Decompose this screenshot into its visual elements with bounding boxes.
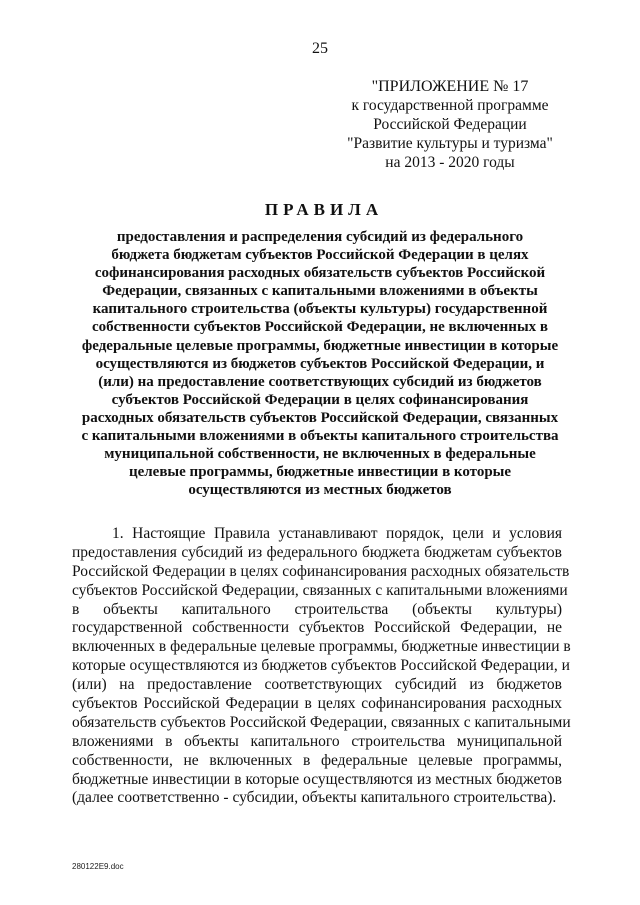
page-number: 25 xyxy=(312,40,328,57)
subtitle-line: осуществляются из местных бюджетов xyxy=(188,482,452,499)
paragraph-line: в объекты капитального строительства (объекты культуры) xyxy=(72,600,562,618)
subtitle-line: субъектов Российской Федерации в целях софинансирования xyxy=(111,391,529,408)
subtitle-line: федеральные целевые программы, бюджетные инвестиции в которые xyxy=(81,337,559,354)
paragraph-line: (далее соответственно - субсидии, объекты капитального строительства). xyxy=(72,789,557,807)
subtitle-line: предоставления и распределения субсидий из федерального xyxy=(116,229,524,245)
appendix-header xyxy=(330,77,570,172)
paragraph-line: Российской Федерации в целях софинансирования расходных обязательств xyxy=(72,562,570,580)
subtitle-line: собственности субъектов Российской Федерации, не включенных в xyxy=(91,319,549,336)
paragraph-1 xyxy=(72,525,571,808)
subtitle-line: расходных обязательств субъектов Российской Федерации, связанных xyxy=(81,409,559,426)
paragraph-line: вложениями в объекты капитального строительства муниципальной xyxy=(72,732,562,750)
paragraph-line: субъектов Российской Федерации в целях софинансирования расходных xyxy=(72,695,562,713)
paragraph-line: включенных в федеральные целевые программы, бюджетные инвестиции в xyxy=(72,638,571,656)
appendix-line: "ПРИЛОЖЕНИЕ № 17 xyxy=(371,78,529,95)
subtitle-line: муниципальной собственности, не включенных в федеральные xyxy=(104,446,536,463)
appendix-line: "Развитие культуры и туризма" xyxy=(347,135,553,152)
paragraph-line: собственности, не включенных в федеральные целевые программы, xyxy=(72,751,562,769)
appendix-line: к государственной программе xyxy=(351,97,549,114)
subtitle-line: (или) на предоставление соответствующих субсидий из бюджетов xyxy=(98,373,542,390)
subtitle-line: бюджета бюджетам субъектов Российской Федерации в целях xyxy=(111,247,529,264)
paragraph-line: субъектов Российской Федерации, связанных с капитальными вложениями xyxy=(72,581,568,599)
paragraph-line: предоставления субсидий из федерального бюджета бюджетам субъектов xyxy=(72,543,562,561)
document-subtitle xyxy=(60,228,580,499)
subtitle-line: софинансирования расходных обязательств субъектов Российской xyxy=(94,265,546,282)
subtitle-line: целевые программы, бюджетные инвестиции в которые xyxy=(128,464,512,481)
subtitle-line: осуществляются из бюджетов субъектов Российской Федерации, и xyxy=(95,355,545,372)
appendix-line: на 2013 - 2020 годы xyxy=(385,154,515,171)
document-title: ПРАВИЛА xyxy=(264,200,384,219)
file-name-label: 280122E9.doc xyxy=(72,862,124,871)
subtitle-line: с капитальными вложениями в объекты капитального строительства xyxy=(81,428,559,445)
appendix-line: Российской Федерации xyxy=(373,116,527,133)
paragraph-line: государственной собственности субъектов Российской Федерации, не xyxy=(72,619,562,637)
paragraph-line: которые осуществляются из бюджетов субъектов Российской Федерации, и xyxy=(72,657,570,675)
subtitle-line: капитального строительства (объекты культуры) государственной xyxy=(92,301,548,318)
paragraph-line: бюджетные инвестиции в которые осуществляются из местных бюджетов xyxy=(72,770,562,788)
paragraph-line: (или) на предоставление соответствующих субсидий из бюджетов xyxy=(72,676,562,694)
paragraph-line: 1. Настоящие Правила устанавливают порядок, цели и условия xyxy=(112,525,562,542)
subtitle-line: Федерации, связанных с капитальными вложениями в объекты xyxy=(102,283,538,300)
paragraph-line: обязательств субъектов Российской Федерации, связанных с капитальными xyxy=(72,713,571,731)
